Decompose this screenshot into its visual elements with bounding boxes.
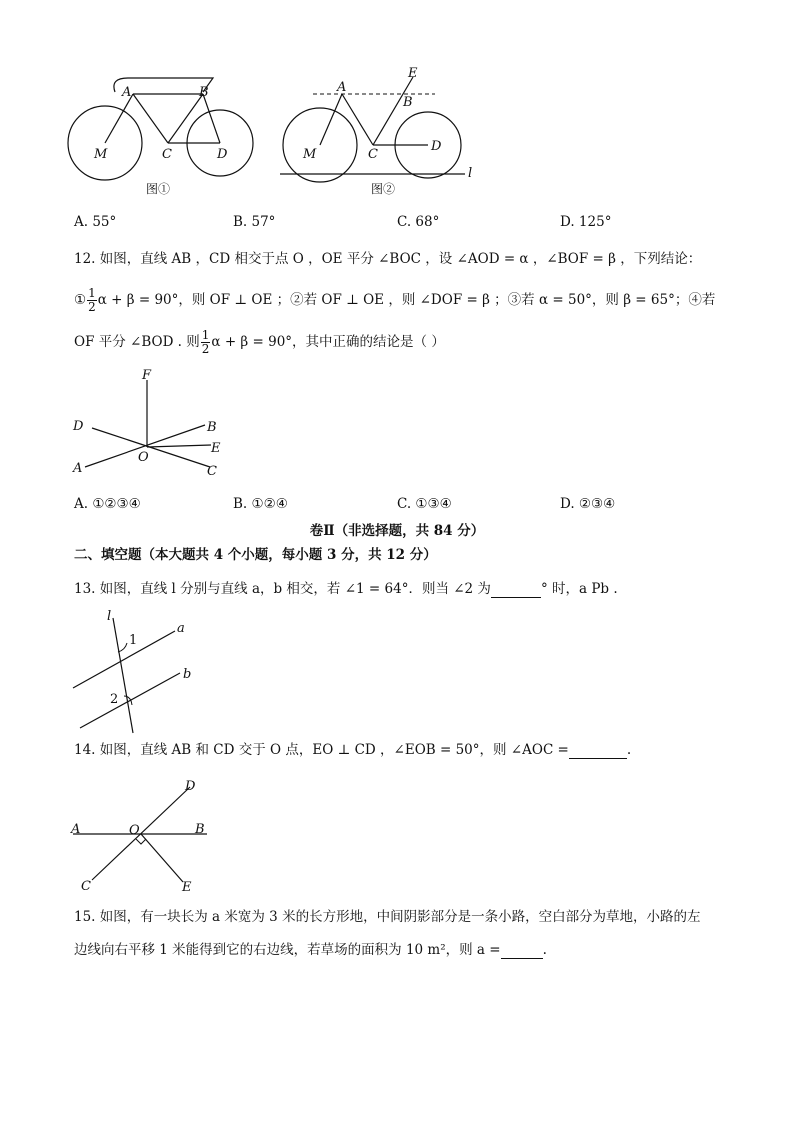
option-c[interactable]: C. 68°: [397, 214, 440, 230]
label-D: D: [185, 779, 196, 794]
answer-blank[interactable]: [501, 944, 543, 959]
perpendicular-figure: [65, 772, 225, 897]
parallel-lines-figure: [65, 608, 205, 738]
label-E: E: [182, 880, 192, 895]
q12-stem-line2: [74, 285, 715, 315]
label-C: C: [81, 879, 91, 894]
label-a: a: [177, 621, 185, 636]
label-A: A: [337, 80, 347, 95]
label-B: B: [195, 822, 205, 837]
label-C: C: [368, 147, 378, 162]
q14-stem: [74, 741, 631, 759]
q14-stem-start: 14. 如图，直线 AB 和 CD 交于 O 点，EO ⊥ CD ，∠EOB = 50°，则 ∠AOC =: [74, 742, 569, 758]
label-A: A: [122, 85, 132, 100]
q12-stem-line3: [74, 327, 445, 357]
q13-stem-start: 13. 如图，直线 l 分别与直线 a，b 相交，若 ∠1 = 64°．则当 ∠2 为: [74, 581, 491, 597]
option-a[interactable]: A. ①②③④: [74, 496, 141, 512]
q12-stem-line2-rest: α + β = 90°，则 OF ⊥ OE ；②若 OF ⊥ OE ，则 ∠DOF = β ；③若 α = 50°，则 β = 65°；④若: [97, 292, 716, 308]
label-D: D: [217, 147, 228, 162]
section-heading: 二、填空题（本大题共 4 个小题，每小题 3 分，共 12 分）: [74, 547, 437, 563]
label-F: F: [142, 368, 152, 383]
q15-stem-line1: 15. 如图，有一块长为 a 米宽为 3 米的长方形地，中间阴影部分是一条小路，空白部分为草地，小路的左: [74, 909, 701, 925]
label-O: O: [129, 823, 140, 838]
label-l: l: [468, 166, 473, 181]
section-title: 卷Ⅱ（非选择题，共 84 分）: [309, 523, 485, 539]
label-B: B: [207, 420, 217, 435]
q13-stem-end: ° 时，a Pb .: [540, 581, 618, 597]
figure-caption: 图②: [371, 182, 396, 196]
label-B: B: [403, 95, 413, 110]
q15-stem-line2-start: 边线向右平移 1 米能得到它的右边线，若草场的面积为 10 m²，则 a =: [74, 942, 501, 958]
label-b: b: [183, 667, 192, 682]
angle-2-label: 2: [110, 692, 119, 707]
q12-stem-line3-start: OF 平分 ∠BOD . 则: [74, 334, 200, 350]
angle-1-label: 1: [129, 633, 138, 648]
label-M: M: [94, 147, 108, 162]
option-b[interactable]: B. ①②④: [233, 496, 288, 512]
label-E: E: [408, 66, 418, 81]
bicycle-figure-2: [275, 65, 485, 205]
q13-stem: [74, 580, 618, 598]
fraction-half: $\frac{1}{2}$: [201, 328, 210, 356]
label-D: D: [73, 419, 84, 434]
figure-caption: 图①: [146, 182, 171, 196]
bicycle-figure-1: [60, 70, 260, 205]
q15-stem-end: .: [542, 942, 547, 958]
option-b[interactable]: B. 57°: [233, 214, 276, 230]
label-A: A: [71, 822, 81, 837]
answer-blank[interactable]: [569, 744, 627, 759]
label-B: B: [199, 85, 209, 100]
option-c[interactable]: C. ①③④: [397, 496, 452, 512]
option-d[interactable]: D. ②③④: [560, 496, 616, 512]
label-C: C: [162, 147, 172, 162]
option-d[interactable]: D. 125°: [560, 214, 612, 230]
circle-num-1: ①: [74, 292, 87, 308]
label-C: C: [207, 464, 217, 479]
option-a[interactable]: A. 55°: [74, 214, 117, 230]
label-D: D: [431, 139, 442, 154]
q15-stem-line2: [74, 941, 547, 959]
q14-stem-end: .: [626, 742, 632, 758]
label-A: A: [73, 461, 83, 476]
answer-blank[interactable]: [491, 583, 541, 598]
q12-stem-line1: 12. 如图，直线 AB ，CD 相交于点 O ，OE 平分 ∠BOC ，设 ∠AOD = α ，∠BOF = β ，下列结论：: [74, 251, 702, 267]
label-l: l: [107, 609, 112, 624]
label-O: O: [138, 450, 149, 465]
label-E: E: [211, 441, 221, 456]
label-M: M: [303, 147, 317, 162]
fraction-half: $\frac{1}{2}$: [88, 286, 96, 314]
q12-stem-line3-rest: α + β = 90°，其中正确的结论是（ ）: [211, 334, 445, 350]
intersecting-lines-figure: [65, 365, 235, 480]
